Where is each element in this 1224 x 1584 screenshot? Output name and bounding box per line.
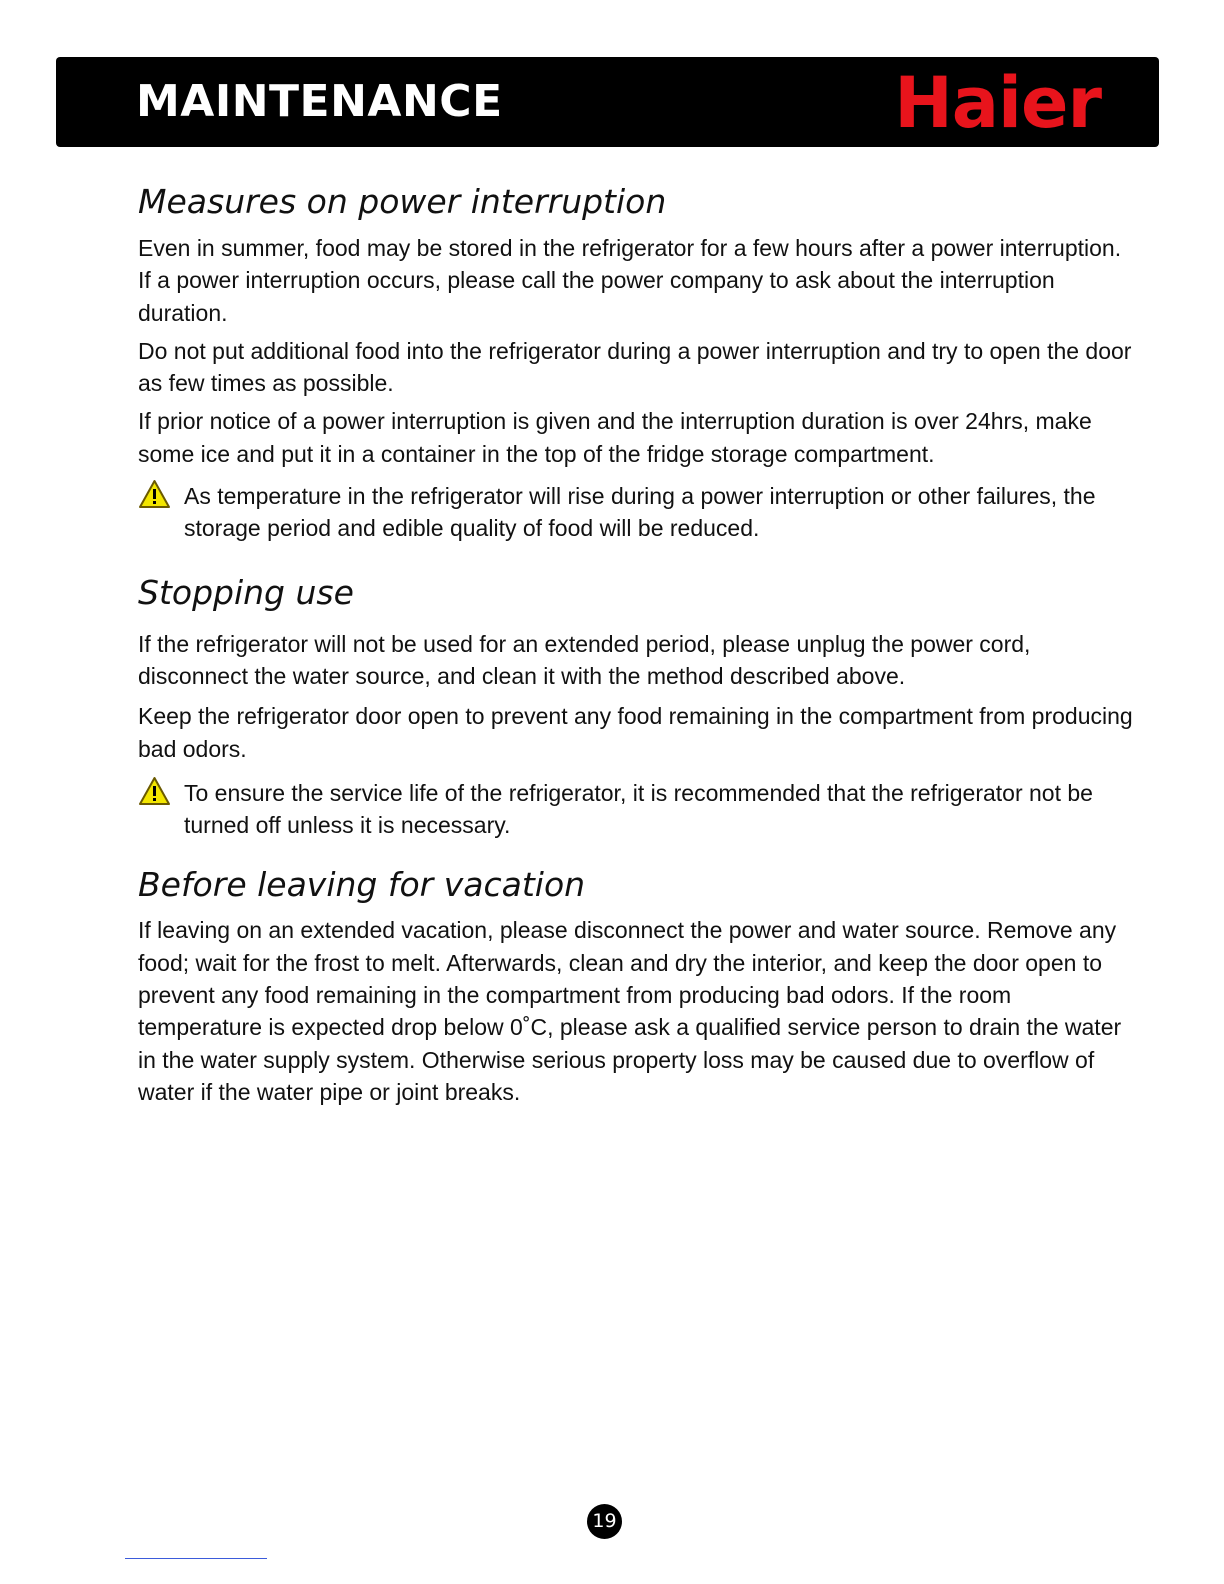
page-header	[56, 57, 1159, 147]
warning-note	[138, 777, 1133, 842]
brand-logo: Haier	[894, 62, 1101, 144]
warning-text: As temperature in the refrigerator will rise during a power interruption or other failures, the storage period and edible quality of food will be reduced.	[184, 483, 1096, 542]
paragraph: If leaving on an extended vacation, please disconnect the power and water source. Remove any food; wait for the frost to melt. Afterwards, clean and dry the interior, and keep the door open to prevent any food remaining in the compartment from producing bad odors. If the room temperature is expected drop below 0˚C, please ask a qualified service person to drain the water in the water supply system. Otherwise serious property loss may be caused due to overflow of water if the water pipe or joint breaks.	[138, 917, 1122, 1105]
page-content	[138, 180, 1133, 1114]
section-title-power-interruption: Measures on power interruption	[138, 182, 667, 221]
section-title-stopping-use: Stopping use	[138, 572, 354, 612]
warning-triangle-icon	[138, 479, 171, 510]
paragraph: Even in summer, food may be stored in the refrigerator for a few hours after a power interruption. If a power interruption occurs, please call the power company to ask about the interruption duration.	[138, 235, 1122, 326]
page-number: 19	[587, 1504, 622, 1539]
paragraph: Keep the refrigerator door open to prevent any food remaining in the compartment from producing bad odors.	[138, 703, 1133, 762]
header-title: MAINTENANCE	[136, 76, 503, 127]
section-title-vacation: Before leaving for vacation	[138, 865, 586, 905]
warning-text: To ensure the service life of the refrigerator, it is recommended that the refrigerator not be turned off unless it is necessary.	[184, 779, 1093, 839]
warning-triangle-icon	[138, 776, 171, 807]
paragraph: If the refrigerator will not be used for an extended period, please unplug the power cord, disconnect the water source, and clean it with the method described above.	[138, 630, 1031, 689]
paragraph: If prior notice of a power interruption is given and the interruption duration is over 24hrs, make some ice and put it in a container in the top of the fridge storage compartment.	[138, 408, 1092, 467]
footer-rule	[125, 1558, 267, 1559]
paragraph: Do not put additional food into the refrigerator during a power interruption and try to open the door as few times as possible.	[138, 337, 1132, 397]
warning-note	[138, 480, 1133, 545]
